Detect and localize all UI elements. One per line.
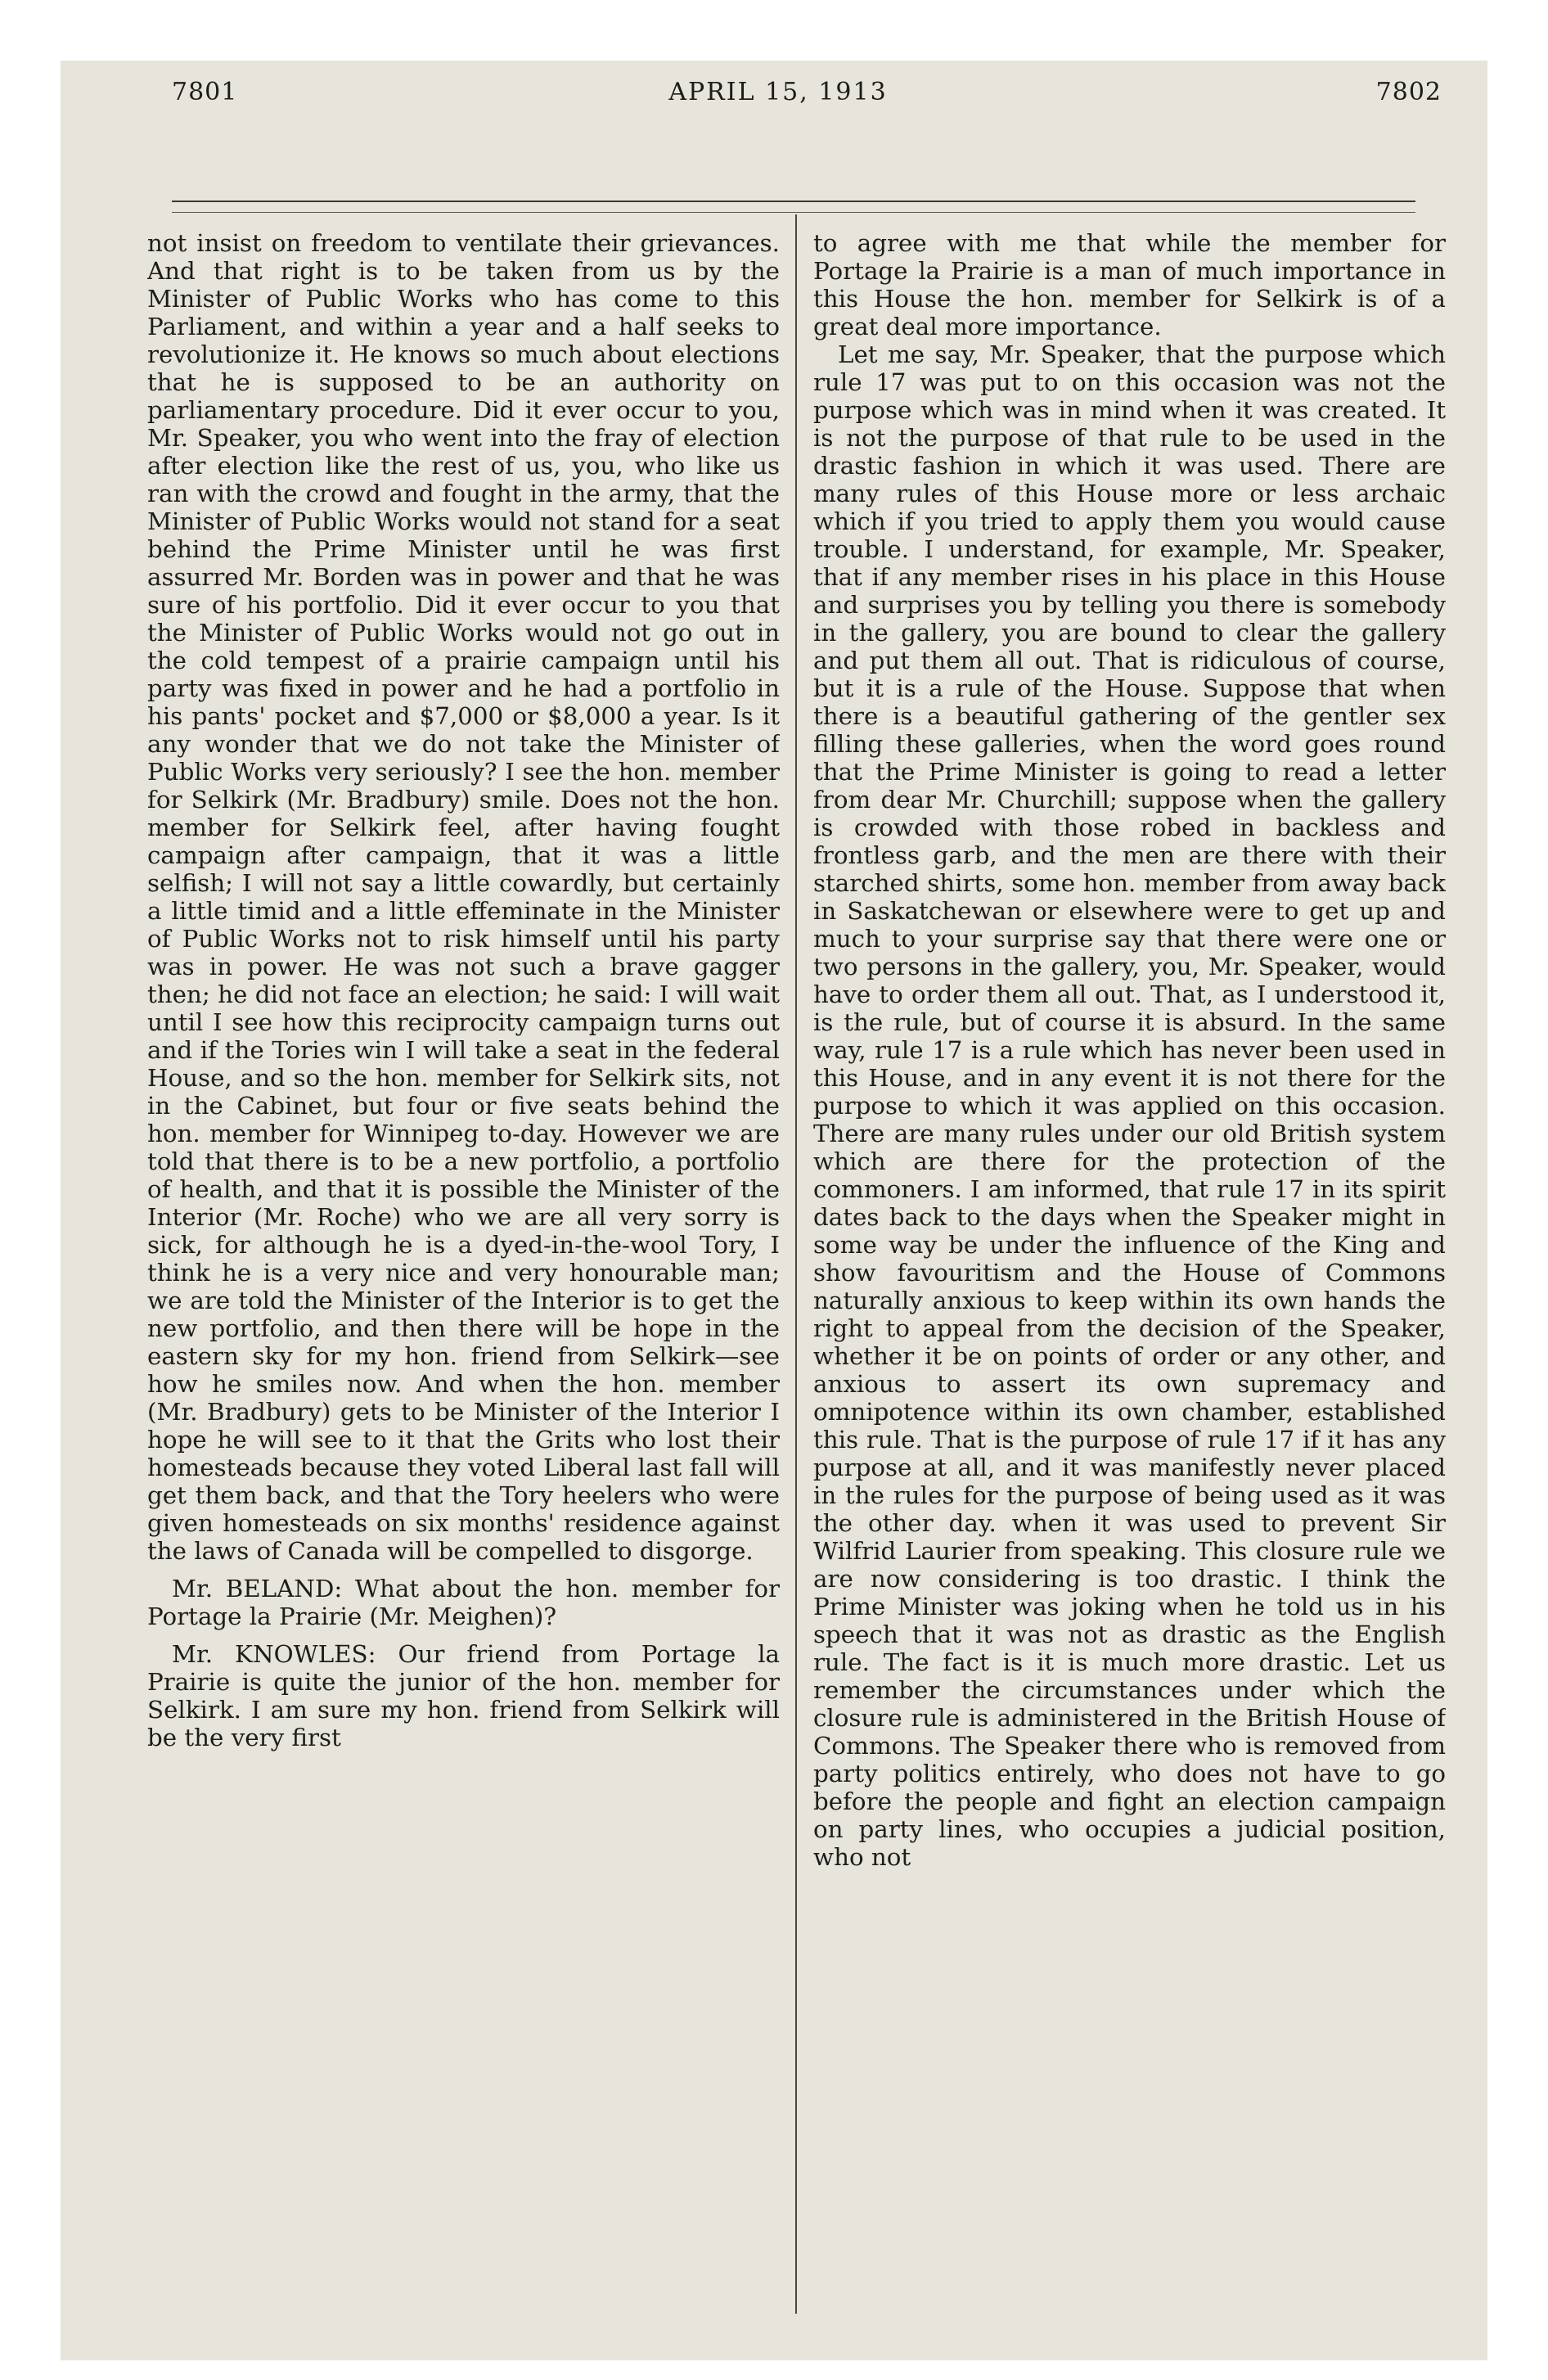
right-column [813, 229, 1446, 2341]
header-date: APRIL 15, 1913 [668, 78, 888, 106]
right-paragraph-1: to agree with me that while the member for Portage la Prairie is a man of much importance in this House the hon. member for Selkirk is of a great deal more importance. [813, 229, 1446, 340]
column-divider [795, 214, 797, 2314]
right-paragraph-2: Let me say, Mr. Speaker, that the purpose which rule 17 was put to on this occasion was not the purpose which was in mind when it was created. It is not the purpose of that rule to be used in the drastic fashion in which it was used. There are many rules of this House more or less archaic which if you tried to apply them you would cause trouble. I understand, for example, Mr. Speaker, that if any member rises in his place in this House and surprises you by telling you there is somebody in the gallery, you are bound to clear the gallery and put them all out. That is ridiculous of course, but it is a rule of the House. Suppose that when there is a beautiful gathering of the gentler sex filling these galleries, when the word goes round that the Prime Minister is going to read a letter from dear Mr. Churchill; suppose when the gallery is crowded with those robed in backless and frontless garb, and the men are there with their starched shirts, some hon. member from away back in Saskatchewan or elsewhere were to get up and much to your surprise say that there were one or two persons in the gallery, you, Mr. Speaker, would have to order them all out. That, as I understood it, is the rule, but of course it is absurd. In the same way, rule 17 is a rule which has never been used in this House, and in any event it is not there for the purpose to which it was applied on this occasion. There are many rules under our old British system which are there for the protection of the commoners. I am informed, that rule 17 in its spirit dates back to the days when the Speaker might in some way be under the influence of the King and show favouritism and the House of Commons naturally anxious to keep within its own hands the right to appeal from the decision of the Speaker, whether it be on points of order or any other, and anxious to assert its own supremacy and omnipotence within its own chamber, established this rule. That is the purpose of rule 17 if it has any purpose at all, and it was manifestly never placed in the rules for the purpose of being used as it was the other day. when it was used to prevent Sir Wilfrid Laurier from speaking. This closure rule we are now considering is too drastic. I think the Prime Minister was joking when he told us in his speech that it was not as drastic as the English rule. The fact is it is much more drastic. Let us remember the circumstances under which the closure rule is administered in the British House of Commons. The Speaker there who is removed from party politics entirely, who does not have to go before the people and fight an election campaign on party lines, who occupies a judicial position, who not [813, 340, 1446, 1871]
header-rule-top [172, 201, 1415, 202]
left-paragraph-2: Mr. BELAND: What about the hon. member for Portage la Prairie (Mr. Meighen)? [147, 1575, 780, 1630]
header-rule-bottom [172, 212, 1415, 213]
left-page-number: 7801 [172, 78, 238, 106]
left-paragraph-1: not insist on freedom to ventilate their grievances. And that right is to be taken from us by the Minister of Public Works who has come to this Parliament, and within a year and a half seeks to revolutionize it. He knows so much about elections that he is supposed to be an authority on parliamentary procedure. Did it ever occur to you, Mr. Speaker, you who went into the fray of election after election like the rest of us, you, who like us ran with the crowd and fought in the army, that the Minister of Public Works would not stand for a seat behind the Prime Minister until he was first assurred Mr. Borden was in power and that he was sure of his portfolio. Did it ever occur to you that the Minister of Public Works would not go out in the cold tempest of a prairie campaign until his party was fixed in power and he had a portfolio in his pants' pocket and $7,000 or $8,000 a year. Is it any wonder that we do not take the Minister of Public Works very seriously? I see the hon. member for Selkirk (Mr. Bradbury) smile. Does not the hon. member for Selkirk feel, after having fought campaign after campaign, that it was a little selfish; I will not say a little cowardly, but certainly a little timid and a little effeminate in the Minister of Public Works not to risk himself until his party was in power. He was not such a brave gagger then; he did not face an election; he said: I will wait until I see how this reciprocity campaign turns out and if the Tories win I will take a seat in the federal House, and so the hon. member for Selkirk sits, not in the Cabinet, but four or five seats behind the hon. member for Winnipeg to-day. However we are told that there is to be a new portfolio, a portfolio of health, and that it is possible the Minister of the Interior (Mr. Roche) who we are all very sorry is sick, for although he is a dyed-in-the-wool Tory, I think he is a very nice and very honourable man; we are told the Minister of the Interior is to get the new portfolio, and then there will be hope in the eastern sky for my hon. friend from Selkirk—see how he smiles now. And when the hon. member (Mr. Bradbury) gets to be Minister of the Interior I hope he will see to it that the Grits who lost their homesteads because they voted Liberal last fall will get them back, and that the Tory heelers who were given homesteads on six months' residence against the laws of Canada will be compelled to disgorge. [147, 229, 780, 1565]
page-header [115, 78, 1442, 119]
left-column [147, 229, 780, 2341]
right-page-number: 7802 [1375, 78, 1442, 106]
left-paragraph-3: Mr. KNOWLES: Our friend from Portage la Prairie is quite the junior of the hon. member for Selkirk. I am sure my hon. friend from Selkirk will be the very first [147, 1640, 780, 1751]
